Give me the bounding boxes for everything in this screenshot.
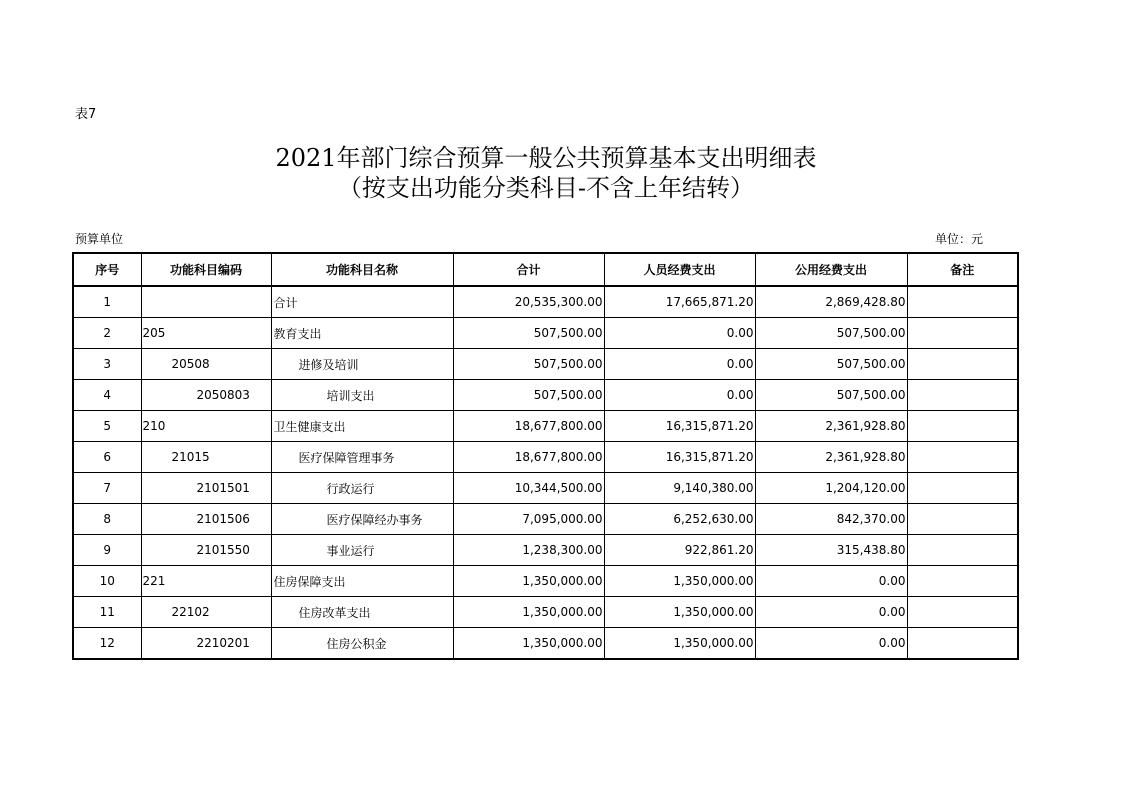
cell-public: 315,438.80: [755, 535, 907, 566]
cell-public: 2,361,928.80: [755, 442, 907, 473]
cell-total: 507,500.00: [453, 380, 604, 411]
header-public: 公用经费支出: [755, 253, 907, 286]
cell-idx: 2: [73, 318, 141, 349]
cell-remark: [907, 535, 1018, 566]
table-row: [73, 566, 1018, 597]
cell-idx: 4: [73, 380, 141, 411]
table-header-row: [73, 253, 1018, 286]
header-total: 合计: [453, 253, 604, 286]
cell-code: 2101550: [141, 535, 271, 566]
cell-total: 1,238,300.00: [453, 535, 604, 566]
header-idx: 序号: [73, 253, 141, 286]
cell-name: 事业运行: [271, 535, 453, 566]
cell-name: 培训支出: [271, 380, 453, 411]
cell-public: 0.00: [755, 628, 907, 660]
table-body: [73, 286, 1018, 659]
budget-unit-label: 预算单位: [75, 232, 124, 246]
cell-idx: 8: [73, 504, 141, 535]
cell-code: 2210201: [141, 628, 271, 660]
cell-public: 507,500.00: [755, 318, 907, 349]
cell-remark: [907, 473, 1018, 504]
cell-remark: [907, 597, 1018, 628]
page-subtitle: （按支出功能分类科目-不含上年结转）: [337, 174, 755, 202]
cell-name: 医疗保障管理事务: [271, 442, 453, 473]
cell-total: 507,500.00: [453, 349, 604, 380]
table-row: [73, 411, 1018, 442]
cell-total: 10,344,500.00: [453, 473, 604, 504]
currency-unit-label: 单位：元: [935, 232, 984, 246]
cell-code: 20508: [141, 349, 271, 380]
cell-idx: 5: [73, 411, 141, 442]
table-row: [73, 318, 1018, 349]
cell-remark: [907, 442, 1018, 473]
budget-table: [72, 252, 1019, 660]
cell-name: 住房改革支出: [271, 597, 453, 628]
cell-name: 进修及培训: [271, 349, 453, 380]
cell-remark: [907, 318, 1018, 349]
cell-personnel: 0.00: [604, 380, 755, 411]
table-row: [73, 380, 1018, 411]
header-code: 功能科目编码: [141, 253, 271, 286]
cell-name: 医疗保障经办事务: [271, 504, 453, 535]
cell-code: 22102: [141, 597, 271, 628]
cell-code: 21015: [141, 442, 271, 473]
header-remark: 备注: [907, 253, 1018, 286]
cell-public: 2,361,928.80: [755, 411, 907, 442]
cell-code: 205: [141, 318, 271, 349]
table-row: [73, 286, 1018, 318]
cell-name: 行政运行: [271, 473, 453, 504]
table-row: [73, 504, 1018, 535]
cell-personnel: 16,315,871.20: [604, 411, 755, 442]
cell-name: 合计: [271, 286, 453, 318]
cell-personnel: 1,350,000.00: [604, 597, 755, 628]
cell-remark: [907, 566, 1018, 597]
cell-public: 1,204,120.00: [755, 473, 907, 504]
cell-personnel: 9,140,380.00: [604, 473, 755, 504]
cell-total: 7,095,000.00: [453, 504, 604, 535]
cell-remark: [907, 349, 1018, 380]
cell-idx: 12: [73, 628, 141, 660]
cell-idx: 7: [73, 473, 141, 504]
cell-personnel: 1,350,000.00: [604, 628, 755, 660]
cell-idx: 6: [73, 442, 141, 473]
cell-personnel: 6,252,630.00: [604, 504, 755, 535]
page-title: 2021年部门综合预算一般公共预算基本支出明细表: [275, 144, 817, 172]
cell-personnel: 0.00: [604, 318, 755, 349]
cell-total: 1,350,000.00: [453, 628, 604, 660]
cell-code: 2050803: [141, 380, 271, 411]
cell-code: [141, 286, 271, 318]
header-name: 功能科目名称: [271, 253, 453, 286]
table-row: [73, 535, 1018, 566]
cell-code: 210: [141, 411, 271, 442]
table-row: [73, 442, 1018, 473]
cell-remark: [907, 380, 1018, 411]
cell-public: 842,370.00: [755, 504, 907, 535]
cell-personnel: 0.00: [604, 349, 755, 380]
cell-idx: 3: [73, 349, 141, 380]
cell-personnel: 922,861.20: [604, 535, 755, 566]
table-row: [73, 473, 1018, 504]
cell-personnel: 1,350,000.00: [604, 566, 755, 597]
cell-code: 221: [141, 566, 271, 597]
cell-total: 1,350,000.00: [453, 597, 604, 628]
cell-name: 教育支出: [271, 318, 453, 349]
cell-public: 0.00: [755, 566, 907, 597]
cell-total: 20,535,300.00: [453, 286, 604, 318]
table-id-label: 表7: [75, 107, 97, 122]
cell-public: 0.00: [755, 597, 907, 628]
table-row: [73, 349, 1018, 380]
cell-total: 18,677,800.00: [453, 442, 604, 473]
cell-public: 2,869,428.80: [755, 286, 907, 318]
cell-code: 2101501: [141, 473, 271, 504]
cell-remark: [907, 628, 1018, 660]
cell-total: 1,350,000.00: [453, 566, 604, 597]
cell-personnel: 16,315,871.20: [604, 442, 755, 473]
cell-idx: 1: [73, 286, 141, 318]
table-row: [73, 597, 1018, 628]
cell-idx: 9: [73, 535, 141, 566]
cell-personnel: 17,665,871.20: [604, 286, 755, 318]
cell-remark: [907, 286, 1018, 318]
cell-public: 507,500.00: [755, 349, 907, 380]
header-personnel: 人员经费支出: [604, 253, 755, 286]
cell-name: 卫生健康支出: [271, 411, 453, 442]
cell-name: 住房公积金: [271, 628, 453, 660]
cell-remark: [907, 411, 1018, 442]
cell-code: 2101506: [141, 504, 271, 535]
cell-idx: 11: [73, 597, 141, 628]
cell-public: 507,500.00: [755, 380, 907, 411]
cell-total: 507,500.00: [453, 318, 604, 349]
cell-name: 住房保障支出: [271, 566, 453, 597]
cell-total: 18,677,800.00: [453, 411, 604, 442]
cell-remark: [907, 504, 1018, 535]
cell-idx: 10: [73, 566, 141, 597]
table-row: [73, 628, 1018, 660]
